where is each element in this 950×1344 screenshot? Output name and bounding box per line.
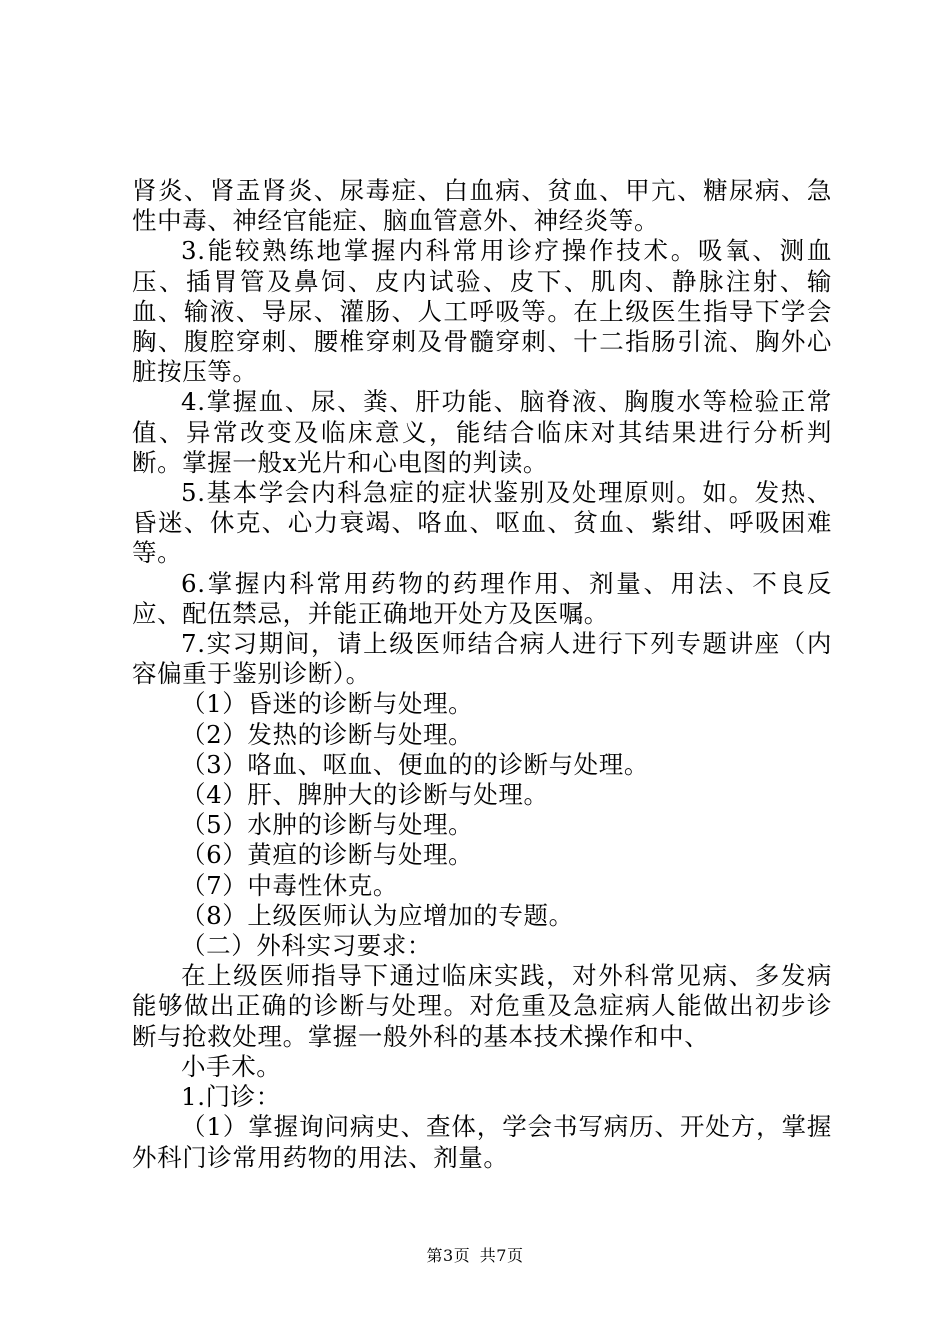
- page-footer: 第3页 共7页: [426, 1246, 524, 1265]
- lecture-topic-3: （3）咯血、呕血、便血的的诊断与处理。: [181, 749, 649, 779]
- paragraph-item-5: 5.基本学会内科急症的症状鉴别及处理原则。如。发热、昏迷、休克、心力衰竭、咯血、呕血、贫血、紫绀、呼吸困难等。: [132, 478, 832, 568]
- document-body: [132, 176, 832, 1173]
- paragraph-item-6: 6.掌握内科常用药物的药理作用、剂量、用法、不良反应、配伍禁忌，并能正确地开处方及医嘱。: [132, 568, 832, 628]
- paragraph-item-7: 7.实习期间，请上级医师结合病人进行下列专题讲座（内容偏重于鉴别诊断）。: [132, 629, 832, 689]
- lecture-topic-5: （5）水肿的诊断与处理。: [181, 810, 474, 840]
- paragraph-surgery-intro-tail: 小手术。: [181, 1051, 282, 1081]
- paragraph-item-3: 3.能较熟练地掌握内科常用诊疗操作技术。吸氧、测血压、插胃管及鼻饲、皮内试验、皮下、肌肉、静脉注射、输血、输液、导尿、灌肠、人工呼吸等。在上级医生指导下学会胸、腹腔穿刺、腰椎穿刺及骨髓穿刺、十二指肠引流、胸外心脏按压等。: [132, 236, 832, 387]
- lecture-topic-8: （8）上级医师认为应增加的专题。: [181, 900, 574, 930]
- paragraph-item-4: 4.掌握血、尿、粪、肝功能、脑脊液、胸腹水等检验正常值、异常改变及临床意义，能结合临床对其结果进行分析判断。掌握一般x光片和心电图的判读。: [132, 387, 832, 477]
- lecture-topic-1: （1）昏迷的诊断与处理。: [181, 689, 474, 719]
- paragraph-outpatient-1: （1）掌握询问病史、查体，学会书写病历、开处方，掌握外科门诊常用药物的用法、剂量。: [132, 1112, 832, 1172]
- paragraph-surgery-intro: 在上级医师指导下通过临床实践，对外科常见病、多发病能够做出正确的诊断与处理。对危重及急症病人能做出初步诊断与抢救处理。掌握一般外科的基本技术操作和中、: [132, 961, 832, 1051]
- paragraph-1: 肾炎、肾盂肾炎、尿毒症、白血病、贫血、甲亢、糖尿病、急性中毒、神经官能症、脑血管意外、神经炎等。: [132, 176, 832, 236]
- lecture-topic-2: （2）发热的诊断与处理。: [181, 719, 474, 749]
- subheading-outpatient: 1.门诊：: [181, 1082, 281, 1112]
- lecture-topic-4: （4）肝、脾肿大的诊断与处理。: [181, 780, 549, 810]
- section-heading-surgery: （二）外科实习要求：: [181, 931, 432, 961]
- lecture-topic-7: （7）中毒性休克。: [181, 870, 398, 900]
- lecture-topic-6: （6）黄疸的诊断与处理。: [181, 840, 474, 870]
